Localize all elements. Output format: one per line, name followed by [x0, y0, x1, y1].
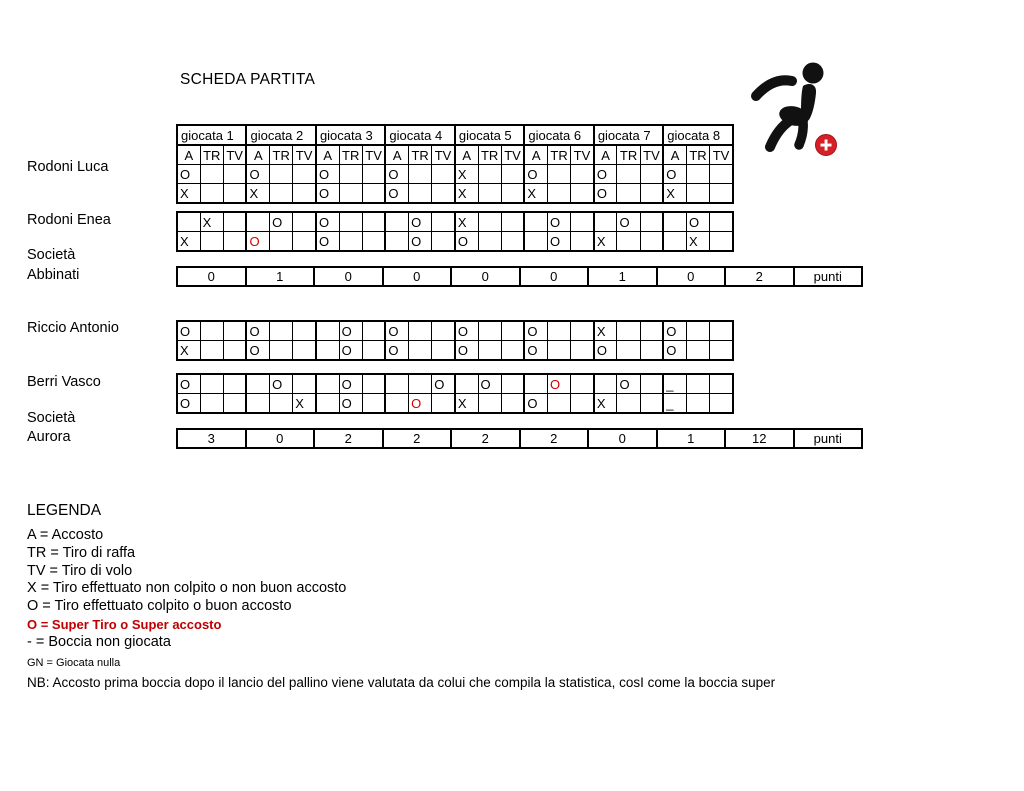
shot-type-header: TV: [501, 145, 524, 165]
mark-cell: O: [686, 212, 709, 232]
mark-cell: [640, 374, 663, 394]
mark-cell: [409, 374, 432, 394]
points-value-cell: 0: [520, 267, 589, 286]
mark-cell: [362, 341, 385, 361]
mark-cell: [617, 321, 640, 341]
mark-cell: O: [524, 341, 547, 361]
mark-cell: [223, 321, 246, 341]
mark-cell: [385, 232, 408, 252]
mark-cell: [571, 341, 594, 361]
mark-cell: X: [686, 232, 709, 252]
mark-cell: [432, 212, 455, 232]
mark-cell: X: [524, 184, 547, 204]
society-name-label: Abbinati: [27, 267, 80, 283]
mark-cell: [385, 212, 408, 232]
mark-cell: [385, 394, 408, 414]
points-value-cell: 0: [246, 429, 315, 448]
mark-cell: [501, 321, 524, 341]
mark-cell: [548, 341, 571, 361]
shot-type-header: A: [316, 145, 339, 165]
mark-cell: [270, 184, 293, 204]
mark-cell: [710, 374, 733, 394]
mark-cell: X: [594, 232, 617, 252]
mark-cell: O: [177, 165, 200, 184]
mark-cell: [270, 341, 293, 361]
mark-cell: [362, 321, 385, 341]
points-value-cell: 2: [383, 429, 452, 448]
mark-cell: X: [200, 212, 223, 232]
shot-type-header: TR: [548, 145, 571, 165]
mark-cell: X: [455, 212, 478, 232]
points-value-cell: 1: [588, 267, 657, 286]
mark-cell: [246, 374, 269, 394]
mark-cell: O: [385, 341, 408, 361]
mark-cell: X: [177, 341, 200, 361]
points-table: [176, 266, 863, 287]
mark-cell: [293, 232, 316, 252]
mark-cell: [246, 212, 269, 232]
mark-cell: [710, 321, 733, 341]
mark-cell: O: [409, 232, 432, 252]
pictogram-back-leg: [770, 120, 791, 147]
mark-cell: [362, 184, 385, 204]
mark-cell: [617, 232, 640, 252]
mark-cell: O: [594, 165, 617, 184]
mark-cell: [200, 232, 223, 252]
legend-items: [27, 527, 967, 692]
mark-cell: [501, 165, 524, 184]
mark-cell: [270, 165, 293, 184]
mark-cell: O: [339, 374, 362, 394]
mark-cell: [200, 394, 223, 414]
super-mark-cell: O: [548, 374, 571, 394]
legend: [27, 502, 967, 692]
shot-type-header: TR: [270, 145, 293, 165]
mark-cell: [385, 374, 408, 394]
pictogram-head: [803, 63, 824, 84]
mark-cell: X: [177, 232, 200, 252]
mark-cell: [710, 212, 733, 232]
mark-cell: O: [339, 321, 362, 341]
giocata-header: giocata 8: [663, 125, 733, 145]
mark-cell: [501, 341, 524, 361]
mark-cell: [223, 165, 246, 184]
shot-type-header: TV: [293, 145, 316, 165]
mark-cell: [432, 321, 455, 341]
mark-cell: [432, 341, 455, 361]
mark-cell: O: [548, 232, 571, 252]
mark-cell: O: [270, 374, 293, 394]
legend-item: - = Boccia non giocata: [27, 633, 171, 650]
mark-cell: [455, 374, 478, 394]
mark-cell: [571, 165, 594, 184]
points-row-abbinati: [176, 266, 863, 287]
mark-cell: [316, 321, 339, 341]
legend-item: GN = Giocata nulla: [27, 656, 121, 669]
mark-cell: O: [339, 341, 362, 361]
mark-cell: [293, 165, 316, 184]
mark-cell: O: [524, 165, 547, 184]
mark-cell: [200, 341, 223, 361]
mark-cell: [223, 394, 246, 414]
mark-cell: [409, 165, 432, 184]
mark-cell: O: [594, 341, 617, 361]
mark-cell: [548, 165, 571, 184]
mark-cell: O: [316, 184, 339, 204]
shot-type-header: TV: [710, 145, 733, 165]
mark-cell: O: [548, 212, 571, 232]
mark-cell: O: [617, 374, 640, 394]
super-mark-cell: O: [409, 394, 432, 414]
shot-type-header: A: [455, 145, 478, 165]
mark-cell: [663, 232, 686, 252]
mark-cell: [686, 184, 709, 204]
score-table-rodoni-enea: [176, 211, 734, 252]
mark-cell: [293, 321, 316, 341]
mark-cell: O: [316, 232, 339, 252]
points-table: [176, 428, 863, 449]
mark-cell: [617, 165, 640, 184]
giocata-header: giocata 6: [524, 125, 593, 145]
shot-type-header: TV: [571, 145, 594, 165]
player-name-label: Berri Vasco: [27, 374, 101, 390]
mark-cell: [339, 165, 362, 184]
mark-cell: [362, 374, 385, 394]
mark-cell: [640, 394, 663, 414]
mark-cell: O: [455, 321, 478, 341]
mark-cell: [293, 184, 316, 204]
mark-table: [176, 373, 734, 414]
page-title: SCHEDA PARTITA: [180, 71, 316, 88]
bocce-player-pictogram-icon: [747, 56, 847, 162]
super-mark-cell: O: [246, 232, 269, 252]
giocata-header: giocata 5: [455, 125, 524, 145]
mark-cell: [710, 184, 733, 204]
mark-cell: [200, 165, 223, 184]
mark-cell: O: [339, 394, 362, 414]
mark-cell: O: [316, 212, 339, 232]
mark-cell: [409, 321, 432, 341]
shot-type-header: TR: [617, 145, 640, 165]
mark-cell: O: [617, 212, 640, 232]
mark-cell: [710, 341, 733, 361]
society-label: Società: [27, 410, 76, 426]
mark-cell: O: [177, 321, 200, 341]
score-table-riccio-antonio: [176, 320, 734, 361]
mark-cell: O: [385, 321, 408, 341]
points-value-cell: 12: [725, 429, 794, 448]
mark-cell: [501, 232, 524, 252]
legend-item: X = Tiro effettuato non colpito o non buon accosto: [27, 580, 347, 597]
mark-cell: [223, 184, 246, 204]
shot-type-header: TV: [362, 145, 385, 165]
mark-cell: O: [177, 374, 200, 394]
society-label: Società: [27, 247, 76, 263]
player-name-label: Rodoni Enea: [27, 212, 111, 228]
mark-cell: [316, 394, 339, 414]
mark-cell: O: [385, 184, 408, 204]
mark-cell: [571, 321, 594, 341]
mark-cell: [571, 212, 594, 232]
mark-cell: [617, 184, 640, 204]
mark-cell: X: [663, 184, 686, 204]
mark-cell: [686, 394, 709, 414]
mark-cell: [710, 165, 733, 184]
mark-cell: [223, 341, 246, 361]
points-unit-cell: punti: [794, 429, 863, 448]
mark-cell: [223, 212, 246, 232]
mark-cell: [362, 212, 385, 232]
mark-cell: [663, 212, 686, 232]
shot-type-header: TV: [432, 145, 455, 165]
mark-cell: O: [385, 165, 408, 184]
points-unit-cell: punti: [794, 267, 863, 286]
legend-item: NB: Accosto prima boccia dopo il lancio del pallino viene valutata da colui che compila la statistica, cosI come la boccia super: [27, 674, 776, 690]
mark-table: [176, 211, 734, 252]
mark-cell: O: [316, 165, 339, 184]
mark-cell: [478, 341, 501, 361]
shot-type-header: A: [663, 145, 686, 165]
mark-cell: [432, 184, 455, 204]
mark-cell: O: [246, 321, 269, 341]
shot-type-header: A: [246, 145, 269, 165]
points-value-cell: 2: [725, 267, 794, 286]
mark-cell: [200, 321, 223, 341]
legend-title: LEGENDA: [27, 502, 102, 519]
mark-cell: [339, 184, 362, 204]
mark-cell: [640, 184, 663, 204]
mark-cell: [640, 321, 663, 341]
mark-cell: [339, 212, 362, 232]
mark-cell: [524, 232, 547, 252]
mark-cell: [571, 394, 594, 414]
shot-type-header: TR: [686, 145, 709, 165]
mark-cell: X: [594, 321, 617, 341]
mark-cell: [362, 165, 385, 184]
points-value-cell: 2: [451, 429, 520, 448]
mark-cell: [270, 321, 293, 341]
mark-cell: [710, 232, 733, 252]
mark-cell: [223, 374, 246, 394]
mark-cell: X: [293, 394, 316, 414]
giocata-header: giocata 1: [177, 125, 246, 145]
mark-cell: [270, 232, 293, 252]
mark-cell: [571, 184, 594, 204]
mark-cell: [293, 212, 316, 232]
mark-cell: [362, 394, 385, 414]
legend-item: O = Super Tiro o Super accosto: [27, 616, 222, 632]
mark-cell: [640, 232, 663, 252]
mark-cell: [478, 184, 501, 204]
points-value-cell: 0: [588, 429, 657, 448]
mark-cell: [362, 232, 385, 252]
points-value-cell: 1: [246, 267, 315, 286]
mark-cell: O: [177, 394, 200, 414]
mark-cell: X: [455, 394, 478, 414]
points-value-cell: 0: [177, 267, 246, 286]
points-value-cell: 3: [177, 429, 246, 448]
points-row-aurora: [176, 428, 863, 449]
legend-item: TR = Tiro di raffa: [27, 544, 136, 561]
red-ball-icon: [816, 135, 837, 156]
points-value-cell: 0: [657, 267, 726, 286]
giocata-header: giocata 7: [594, 125, 663, 145]
mark-cell: O: [270, 212, 293, 232]
giocata-header: giocata 3: [316, 125, 385, 145]
pictogram-arm: [756, 80, 792, 96]
player-name-label: Riccio Antonio: [27, 320, 119, 336]
mark-cell: O: [455, 232, 478, 252]
shot-type-header: A: [594, 145, 617, 165]
mark-cell: [686, 341, 709, 361]
mark-cell: O: [478, 374, 501, 394]
mark-cell: [524, 212, 547, 232]
shot-type-header: TV: [223, 145, 246, 165]
shot-type-header: TV: [640, 145, 663, 165]
mark-cell: [617, 341, 640, 361]
mark-cell: _: [663, 394, 686, 414]
mark-cell: [339, 232, 362, 252]
mark-cell: O: [455, 341, 478, 361]
pictogram-front-leg: [799, 122, 803, 145]
score-table-rodoni-luca: [176, 124, 734, 204]
mark-cell: O: [246, 341, 269, 361]
mark-cell: X: [455, 165, 478, 184]
mark-cell: [409, 341, 432, 361]
mark-cell: X: [455, 184, 478, 204]
mark-cell: [524, 374, 547, 394]
mark-cell: [200, 184, 223, 204]
mark-cell: O: [663, 321, 686, 341]
shot-type-header: A: [385, 145, 408, 165]
mark-cell: [246, 394, 269, 414]
player-name-label: Rodoni Luca: [27, 159, 109, 175]
mark-cell: O: [524, 394, 547, 414]
mark-cell: O: [432, 374, 455, 394]
mark-cell: O: [594, 184, 617, 204]
mark-cell: [686, 374, 709, 394]
mark-cell: [432, 394, 455, 414]
shot-type-header: TR: [409, 145, 432, 165]
mark-cell: [200, 374, 223, 394]
mark-cell: [478, 394, 501, 414]
mark-cell: O: [524, 321, 547, 341]
mark-cell: [640, 165, 663, 184]
mark-cell: [223, 232, 246, 252]
score-table-berri-vasco: [176, 373, 734, 414]
mark-cell: [478, 165, 501, 184]
mark-table: [176, 124, 734, 204]
mark-cell: O: [246, 165, 269, 184]
points-value-cell: 0: [383, 267, 452, 286]
shot-type-header: A: [177, 145, 200, 165]
mark-cell: [640, 212, 663, 232]
points-value-cell: 0: [451, 267, 520, 286]
mark-cell: O: [409, 212, 432, 232]
mark-cell: [177, 212, 200, 232]
mark-cell: [640, 341, 663, 361]
mark-cell: [548, 184, 571, 204]
giocata-header: giocata 2: [246, 125, 315, 145]
society-name-label: Aurora: [27, 429, 71, 445]
shot-type-header: TR: [200, 145, 223, 165]
mark-cell: O: [663, 341, 686, 361]
mark-cell: [571, 232, 594, 252]
mark-cell: [501, 212, 524, 232]
shot-type-header: TR: [478, 145, 501, 165]
mark-cell: [594, 212, 617, 232]
points-value-cell: 2: [520, 429, 589, 448]
shot-type-header: A: [524, 145, 547, 165]
legend-item: O = Tiro effettuato colpito o buon accosto: [27, 598, 292, 615]
mark-cell: [501, 394, 524, 414]
mark-cell: [432, 165, 455, 184]
legend-item: TV = Tiro di volo: [27, 562, 133, 579]
mark-cell: [316, 374, 339, 394]
mark-table: [176, 320, 734, 361]
legend-item: A = Accosto: [27, 527, 104, 543]
mark-cell: X: [246, 184, 269, 204]
mark-cell: [617, 394, 640, 414]
mark-cell: [409, 184, 432, 204]
mark-cell: [686, 321, 709, 341]
mark-cell: _: [663, 374, 686, 394]
mark-cell: [501, 374, 524, 394]
bocce-player-logo: [747, 56, 847, 167]
giocata-header: giocata 4: [385, 125, 454, 145]
mark-cell: [548, 321, 571, 341]
mark-cell: [293, 341, 316, 361]
mark-cell: [571, 374, 594, 394]
mark-cell: [478, 321, 501, 341]
mark-cell: [316, 341, 339, 361]
mark-cell: O: [663, 165, 686, 184]
mark-cell: X: [594, 394, 617, 414]
mark-cell: [594, 374, 617, 394]
mark-cell: [478, 232, 501, 252]
mark-cell: [478, 212, 501, 232]
points-value-cell: 1: [657, 429, 726, 448]
mark-cell: [432, 232, 455, 252]
mark-cell: [293, 374, 316, 394]
mark-cell: X: [177, 184, 200, 204]
mark-cell: [686, 165, 709, 184]
mark-cell: [710, 394, 733, 414]
mark-cell: [548, 394, 571, 414]
points-value-cell: 0: [314, 267, 383, 286]
points-value-cell: 2: [314, 429, 383, 448]
mark-cell: [270, 394, 293, 414]
mark-cell: [501, 184, 524, 204]
shot-type-header: TR: [339, 145, 362, 165]
